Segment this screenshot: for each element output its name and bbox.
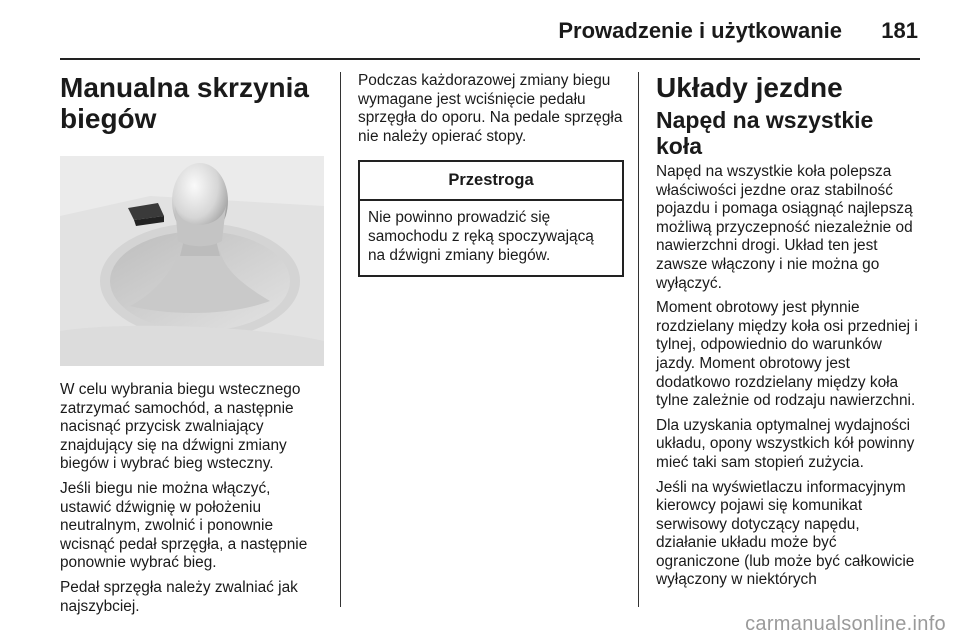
page-number: 181: [881, 18, 918, 43]
watermark: carmanualsonline.info: [745, 613, 946, 635]
paragraph: Moment obrotowy jest płynnie rozdzielany między koła osi przedniej i tylnej, odpowiednio do warunków jazdy. Moment obrotowy jest dodatkowo rozdzielany między koła tylne zależnie od rodzaju nawierzchni.: [656, 299, 918, 410]
section-heading-drive-systems: Układy jezdne: [656, 72, 843, 103]
gear-lever-icon: [60, 156, 324, 366]
paragraph: Jeśli biegu nie można włączyć, ustawić dźwignię w położeniu neutralnym, zwolnić i ponownie wcisnąć pedał sprzęgła, a następnie ponownie wybrać bieg.: [60, 479, 308, 572]
paragraph: Pedał sprzęgła należy zwalniać jak najszybciej.: [60, 578, 298, 615]
column-divider-1: [340, 72, 341, 607]
paragraph: Jeśli na wyświetlaczu informacyjnym kierowcy pojawi się komunikat serwisowy dotyczący napędu, działanie układu może być ograniczone (lub może być całkowicie wyłączony w niektórych: [656, 478, 915, 589]
paragraph: Napęd na wszystkie koła polepsza właściwości jezdne oraz stabilność pojazdu i pomaga osiągnąć najlepszą możliwą przyczepność niezależnie od nawierzchni drogi. Układ ten jest zawsze włączony i nie można go wyłączyć.: [656, 163, 913, 292]
paragraph: W celu wybrania biegu wstecznego zatrzymać samochód, a następnie nacisnąć przycisk zwalniający znajdujący się na dźwigni zmiany biegów i wybrać bieg wsteczny.: [60, 381, 301, 473]
caution-text: Nie powinno prowadzić się samochodu z ręką spoczywającą na dźwigni zmiany biegów.: [368, 209, 594, 264]
column-left: [60, 72, 325, 622]
subheading-all-wheel-drive: Napęd na wszystkie koła: [656, 107, 874, 159]
gear-lever-illustration: [60, 156, 324, 366]
paragraph: Podczas każdorazowej zmiany biegu wymagane jest wciśnięcie pedału sprzęgła do oporu. Na pedale sprzęgła nie należy opierać stopy.: [358, 72, 623, 145]
caution-box: [358, 160, 624, 277]
header-rule: [60, 58, 920, 60]
column-middle: [358, 72, 624, 277]
header-title: Prowadzenie i użytkowanie: [558, 18, 842, 43]
column-divider-2: [638, 72, 639, 607]
paragraph: Dla uzyskania optymalnej wydajności układu, opony wszystkich kół powinny mieć taki sam stopień zużycia.: [656, 416, 915, 471]
column-right: [656, 72, 922, 596]
section-heading-manual-gearbox: Manualna skrzynia biegów: [60, 72, 309, 134]
caution-title: Przestroga: [360, 162, 622, 201]
page-header: [60, 14, 920, 50]
